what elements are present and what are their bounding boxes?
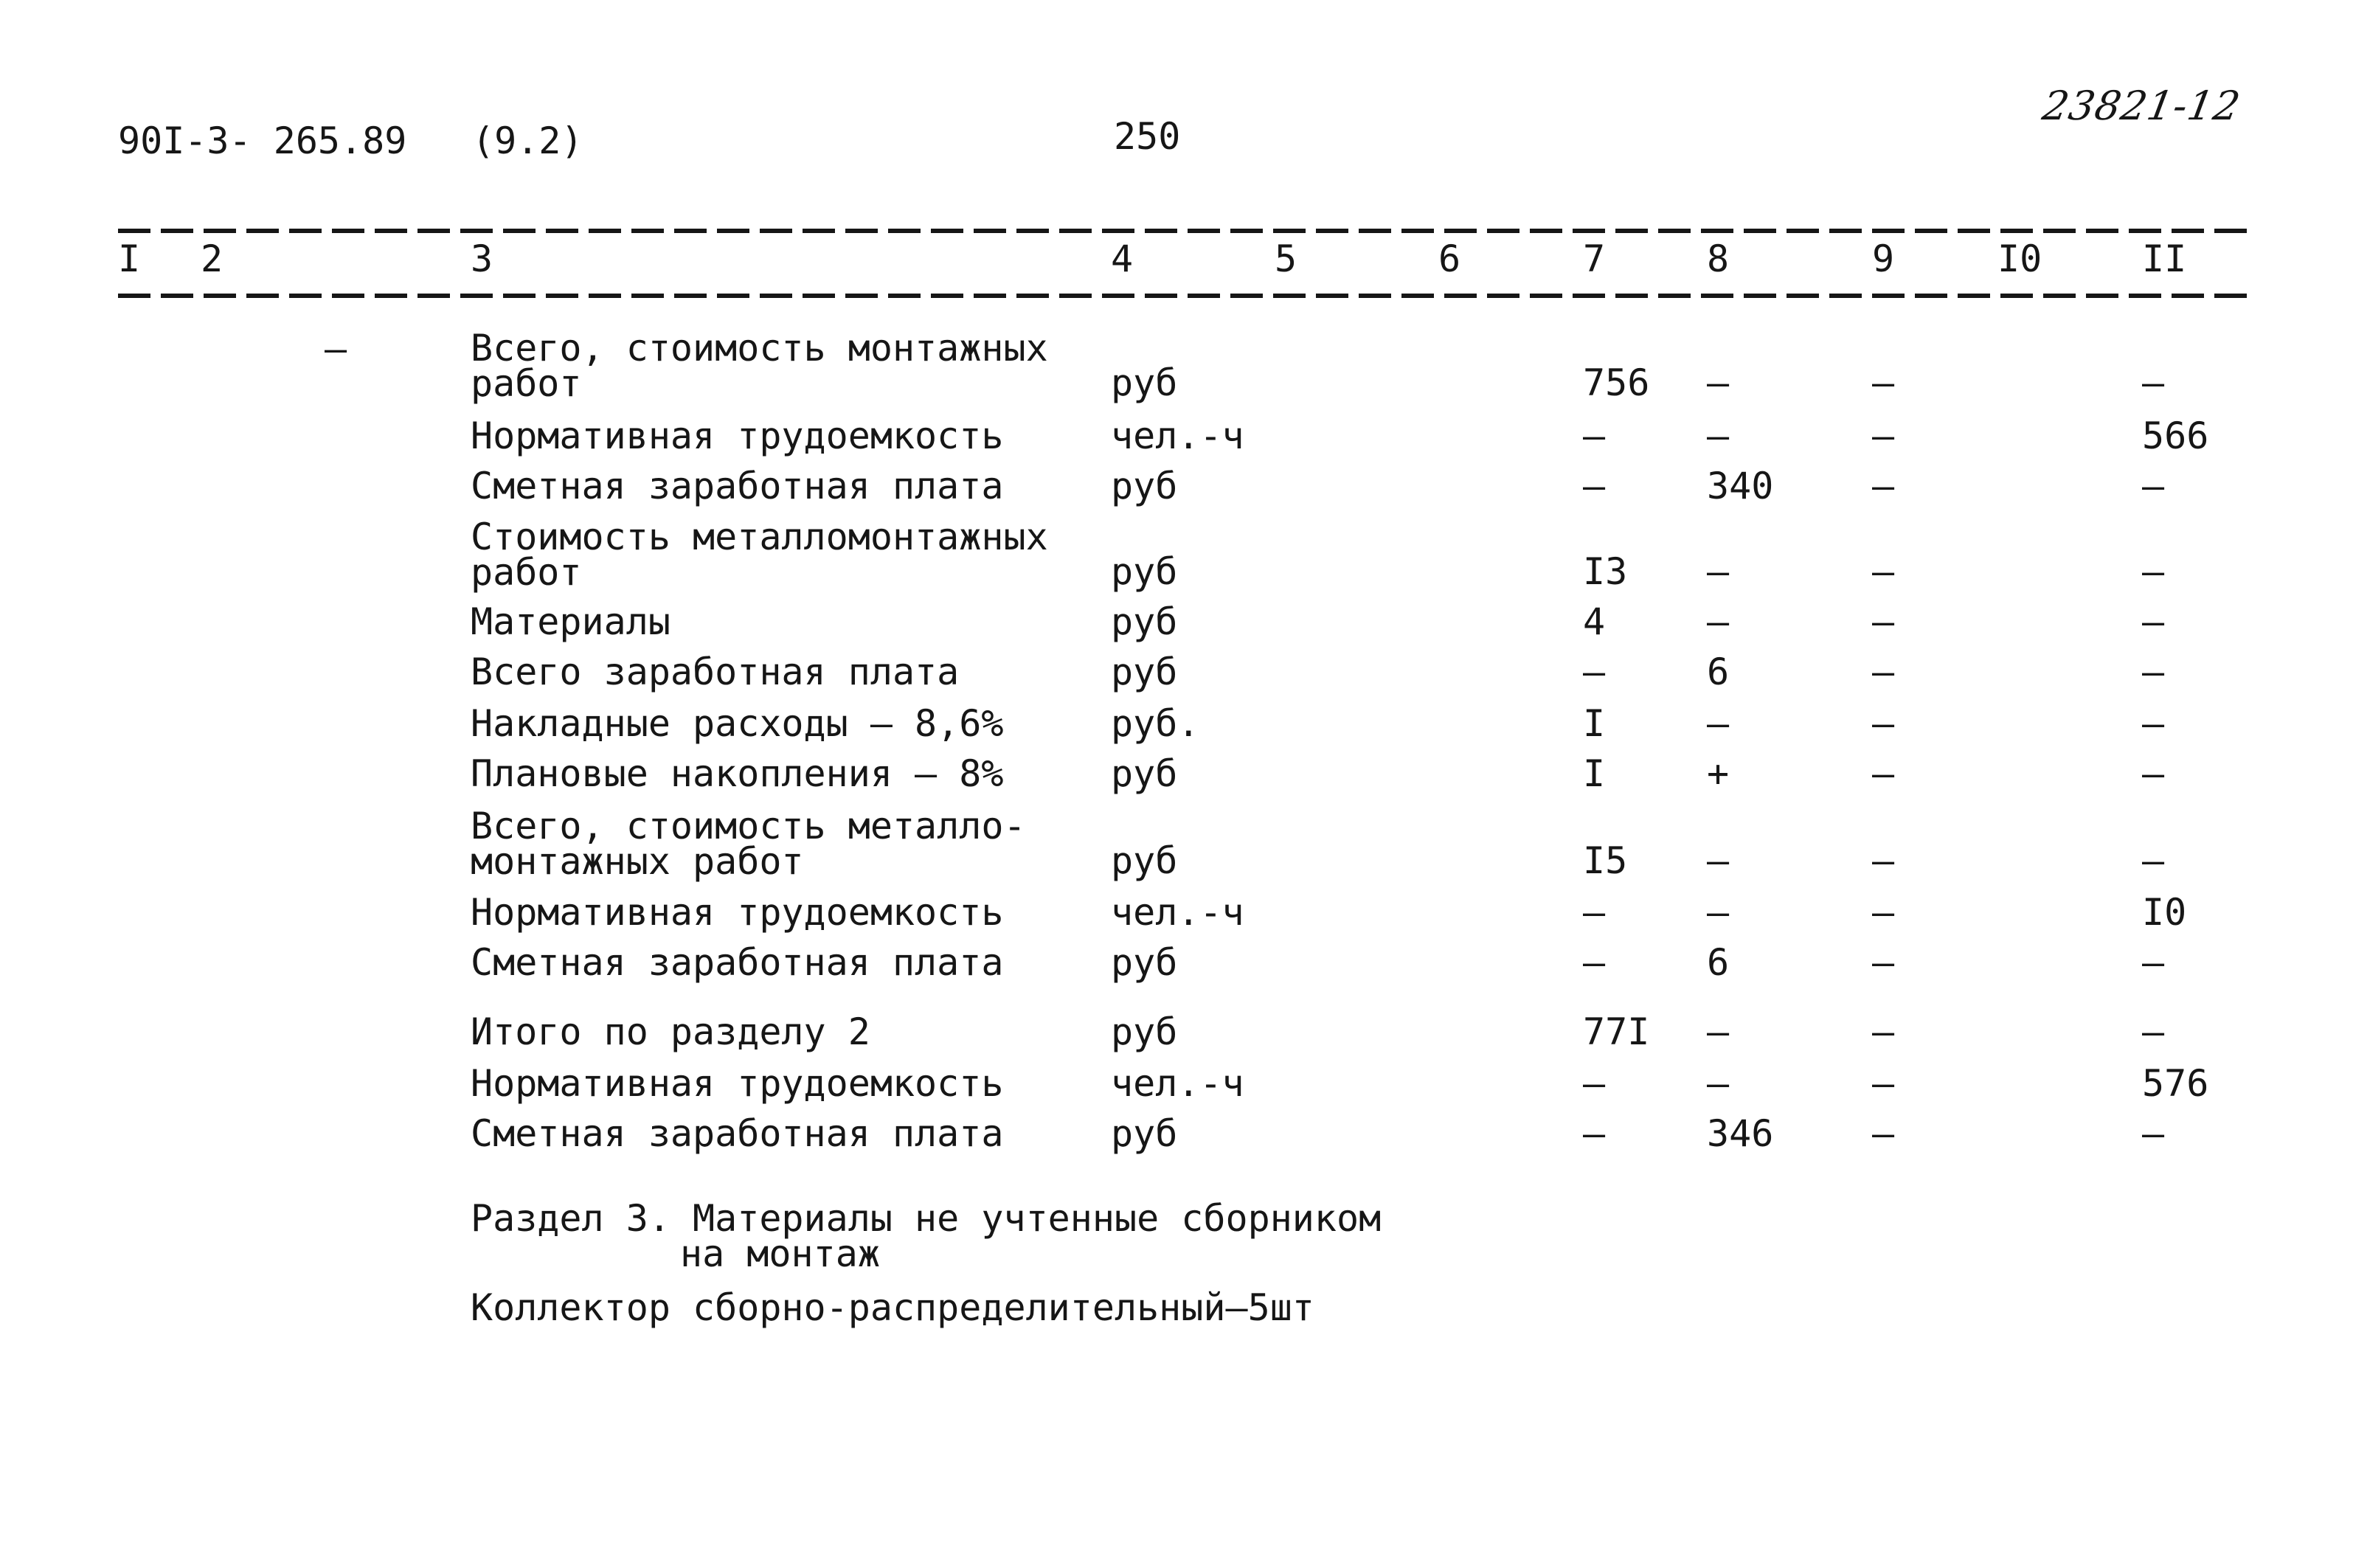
- row-10-col7: –: [1583, 891, 1606, 934]
- row-13-col7: –: [1583, 1062, 1606, 1105]
- column-number-11: II: [2142, 237, 2187, 280]
- row-11-description: Сметная заработная плата: [471, 941, 1004, 984]
- row-5-col9: –: [1872, 600, 1895, 643]
- row-8-col7: I: [1583, 752, 1606, 795]
- row-8-col9: –: [1872, 752, 1895, 795]
- row-13-description: Нормативная трудоемкость: [471, 1062, 1004, 1105]
- row-4-unit: руб: [1111, 550, 1178, 593]
- row-10-col11: I0: [2142, 891, 2187, 934]
- row-4-description: Стоимость металломонтажных работ: [471, 516, 1048, 594]
- row-10-description: Нормативная трудоемкость: [471, 891, 1004, 934]
- row-12-unit: руб: [1111, 1010, 1178, 1053]
- section-3-title: Раздел 3. Материалы не учтенные сборником: [471, 1197, 1382, 1240]
- row-8-col11: –: [2142, 752, 2165, 795]
- row-8-description: Плановые накопления – 8%: [471, 752, 1004, 795]
- row-10-col8: –: [1707, 891, 1730, 934]
- row-5-description: Материалы: [471, 600, 670, 643]
- row-11-col8: 6: [1707, 941, 1730, 984]
- row-7-description: Накладные расходы – 8,6%: [471, 702, 1004, 745]
- row-5-unit: руб: [1111, 600, 1178, 643]
- row-2-col7: –: [1583, 414, 1606, 457]
- row-6-col9: –: [1872, 651, 1895, 693]
- row-5-col8: –: [1707, 600, 1730, 643]
- row-6-description: Всего заработная плата: [471, 651, 960, 693]
- row-3-col11: –: [2142, 465, 2165, 507]
- row-2-unit: чел.-ч: [1111, 414, 1244, 457]
- column-number-4: 4: [1111, 237, 1134, 280]
- row-13-unit: чел.-ч: [1111, 1062, 1244, 1105]
- row-1-col9: –: [1872, 361, 1895, 404]
- row-11-unit: руб: [1111, 941, 1178, 984]
- row-14-col11: –: [2142, 1112, 2165, 1155]
- row-7-col8: –: [1707, 702, 1730, 745]
- document-code: 90I-3- 265.89: [118, 119, 407, 162]
- row-9-col7: I5: [1583, 839, 1628, 882]
- column-2-dash: –: [325, 327, 347, 370]
- row-5-col11: –: [2142, 600, 2165, 643]
- archive-number: 23821-12: [2039, 83, 2245, 129]
- row-2-col8: –: [1707, 414, 1730, 457]
- row-14-col7: –: [1583, 1112, 1606, 1155]
- row-2-col9: –: [1872, 414, 1895, 457]
- row-10-unit: чел.-ч: [1111, 891, 1244, 934]
- row-3-description: Сметная заработная плата: [471, 465, 1004, 507]
- column-number-6: 6: [1438, 237, 1461, 280]
- row-8-unit: руб: [1111, 752, 1178, 795]
- row-11-col11: –: [2142, 941, 2165, 984]
- row-1-col8: –: [1707, 361, 1730, 404]
- row-12-col9: –: [1872, 1010, 1895, 1053]
- row-12-description: Итого по разделу 2: [471, 1010, 870, 1053]
- section-3-item: Коллектор сборно-распределительный–5шт: [471, 1286, 1314, 1329]
- section-3-title-continued: на монтаж: [680, 1232, 880, 1275]
- row-6-col11: –: [2142, 651, 2165, 693]
- row-1-description: Всего, стоимость монтажных работ: [471, 327, 1048, 405]
- row-12-col11: –: [2142, 1010, 2165, 1053]
- row-6-unit: руб: [1111, 651, 1178, 693]
- row-7-col9: –: [1872, 702, 1895, 745]
- row-2-col11: 566: [2142, 414, 2209, 457]
- column-number-1: I: [118, 237, 141, 280]
- row-4-col8: –: [1707, 550, 1730, 593]
- row-14-col8: 346: [1707, 1112, 1774, 1155]
- row-7-col11: –: [2142, 702, 2165, 745]
- row-9-col11: –: [2142, 839, 2165, 882]
- table-top-rule: [118, 229, 2257, 233]
- page-number: 250: [1114, 115, 1181, 158]
- row-13-col8: –: [1707, 1062, 1730, 1105]
- row-1-col7: 756: [1583, 361, 1650, 404]
- row-7-unit: руб.: [1111, 702, 1200, 745]
- row-12-col8: –: [1707, 1010, 1730, 1053]
- row-9-col9: –: [1872, 839, 1895, 882]
- row-3-col7: –: [1583, 465, 1606, 507]
- column-number-8: 8: [1707, 237, 1730, 280]
- row-9-unit: руб: [1111, 839, 1178, 882]
- row-6-col7: –: [1583, 651, 1606, 693]
- row-14-col9: –: [1872, 1112, 1895, 1155]
- row-7-col7: I: [1583, 702, 1606, 745]
- row-5-col7: 4: [1583, 600, 1606, 643]
- row-13-col11: 576: [2142, 1062, 2209, 1105]
- column-number-7: 7: [1583, 237, 1606, 280]
- row-4-col7: I3: [1583, 550, 1628, 593]
- column-number-2: 2: [201, 237, 223, 280]
- table-header-rule: [118, 294, 2257, 298]
- row-2-description: Нормативная трудоемкость: [471, 414, 1004, 457]
- row-10-col9: –: [1872, 891, 1895, 934]
- column-number-9: 9: [1872, 237, 1895, 280]
- column-number-5: 5: [1275, 237, 1297, 280]
- row-4-col9: –: [1872, 550, 1895, 593]
- row-14-unit: руб: [1111, 1112, 1178, 1155]
- row-12-col7: 77I: [1583, 1010, 1650, 1053]
- row-13-col9: –: [1872, 1062, 1895, 1105]
- section-reference: (9.2): [472, 119, 583, 162]
- row-3-unit: руб: [1111, 465, 1178, 507]
- row-11-col9: –: [1872, 941, 1895, 984]
- column-number-3: 3: [471, 237, 493, 280]
- row-1-unit: руб: [1111, 361, 1178, 404]
- row-1-col11: –: [2142, 361, 2165, 404]
- row-9-col8: –: [1707, 839, 1730, 882]
- row-3-col8: 340: [1707, 465, 1774, 507]
- row-6-col8: 6: [1707, 651, 1730, 693]
- row-8-col8: +: [1707, 752, 1730, 795]
- row-14-description: Сметная заработная плата: [471, 1112, 1004, 1155]
- row-4-col11: –: [2142, 550, 2165, 593]
- row-11-col7: –: [1583, 941, 1606, 984]
- column-number-10: I0: [1997, 237, 2042, 280]
- row-3-col9: –: [1872, 465, 1895, 507]
- row-9-description: Всего, стоимость металло- монтажных работ: [471, 805, 1026, 883]
